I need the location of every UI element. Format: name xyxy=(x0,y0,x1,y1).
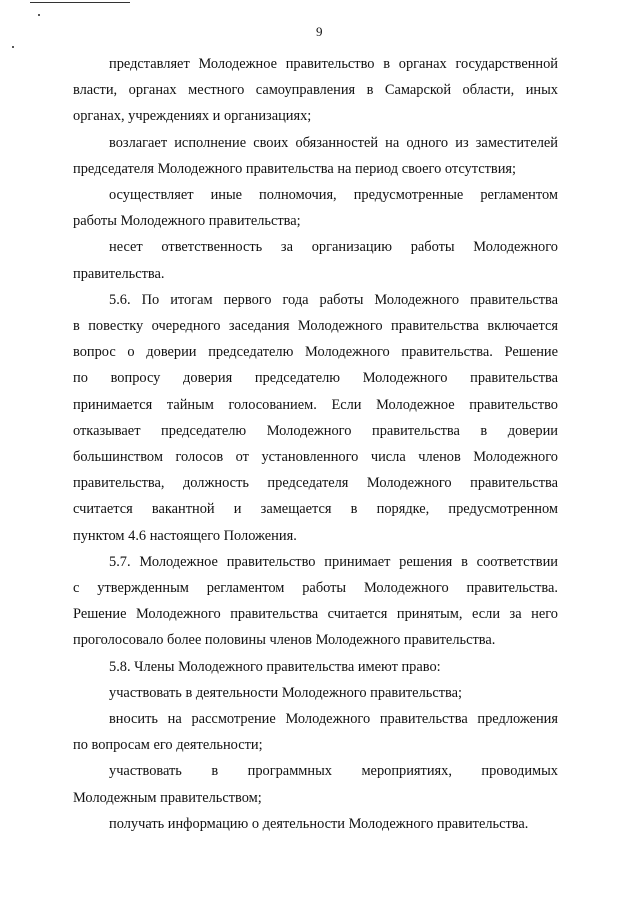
text-line: возлагает исполнение своих обязанностей на одного из заместителей xyxy=(109,134,558,151)
text-line: принимается тайным голосованием. Если Молодежное правительство xyxy=(73,396,558,413)
text-line: с утвержденным регламентом работы Молодежного правительства. xyxy=(73,580,558,597)
text-line: несет ответственность за организацию работы Молодежного xyxy=(109,239,558,256)
paragraph xyxy=(73,51,558,130)
paragraph xyxy=(73,680,558,706)
text-line: 5.8. Члены Молодежного правительства имеют право: xyxy=(109,658,441,675)
paragraph xyxy=(73,758,558,810)
text-line: вносить на рассмотрение Молодежного правительства предложения xyxy=(109,711,558,728)
text-line: представляет Молодежное правительство в органах государственной xyxy=(109,56,558,72)
text-line: получать информацию о деятельности Молодежного правительства. xyxy=(109,815,529,832)
text-line: участвовать в программных мероприятиях, проводимых xyxy=(109,763,558,780)
text-line: вопрос о доверии председателю Молодежного правительства. Решение xyxy=(73,344,558,361)
text-line: считается вакантной и замещается в порядке, предусмотренном xyxy=(73,501,558,518)
paragraph xyxy=(73,811,558,837)
text-line: пунктом 4.6 настоящего Положения. xyxy=(73,527,297,544)
paragraph xyxy=(73,654,558,680)
paragraph xyxy=(73,130,558,182)
paragraph xyxy=(73,706,558,758)
text-line: проголосовало более половины членов Молодежного правительства. xyxy=(73,632,496,649)
text-line: осуществляет иные полномочия, предусмотренные регламентом xyxy=(109,187,558,204)
text-line: председателя Молодежного правительства на период своего отсутствия; xyxy=(73,160,517,177)
text-line: органах, учреждениях и организациях; xyxy=(73,108,312,125)
text-line: отказывает председателю Молодежного правительства в доверии xyxy=(73,422,558,439)
text-line: правительства, должность председателя Молодежного правительства xyxy=(73,475,558,492)
text-line: в повестку очередного заседания Молодежного правительства включается xyxy=(73,318,558,335)
text-line: работы Молодежного правительства; xyxy=(73,213,301,230)
document-body xyxy=(73,51,558,837)
paragraph xyxy=(73,182,558,234)
text-line: власти, органах местного самоуправления в Самарской области, иных xyxy=(73,82,558,99)
paragraph xyxy=(73,549,558,654)
paragraph xyxy=(73,234,558,286)
text-line: 5.6. По итогам первого года работы Молодежного правительства xyxy=(109,291,558,308)
page-number: 9 xyxy=(316,24,323,39)
text-line: большинством голосов от установленного числа членов Молодежного xyxy=(73,449,558,466)
paragraph xyxy=(73,287,558,549)
scan-speck xyxy=(12,46,14,48)
text-line: 5.7. Молодежное правительство принимает решения в соответствии xyxy=(109,553,558,570)
scan-speck xyxy=(38,14,40,16)
text-line: по вопросу доверия председателю Молодежного правительства xyxy=(73,370,558,387)
text-line: Молодежным правительством; xyxy=(73,789,262,806)
text-line: правительства. xyxy=(73,265,165,282)
text-line: по вопросам его деятельности; xyxy=(73,737,263,754)
text-line: участвовать в деятельности Молодежного правительства; xyxy=(109,684,462,701)
text-line: Решение Молодежного правительства считается принятым, если за него xyxy=(73,606,558,623)
scan-edge-line xyxy=(30,2,130,3)
